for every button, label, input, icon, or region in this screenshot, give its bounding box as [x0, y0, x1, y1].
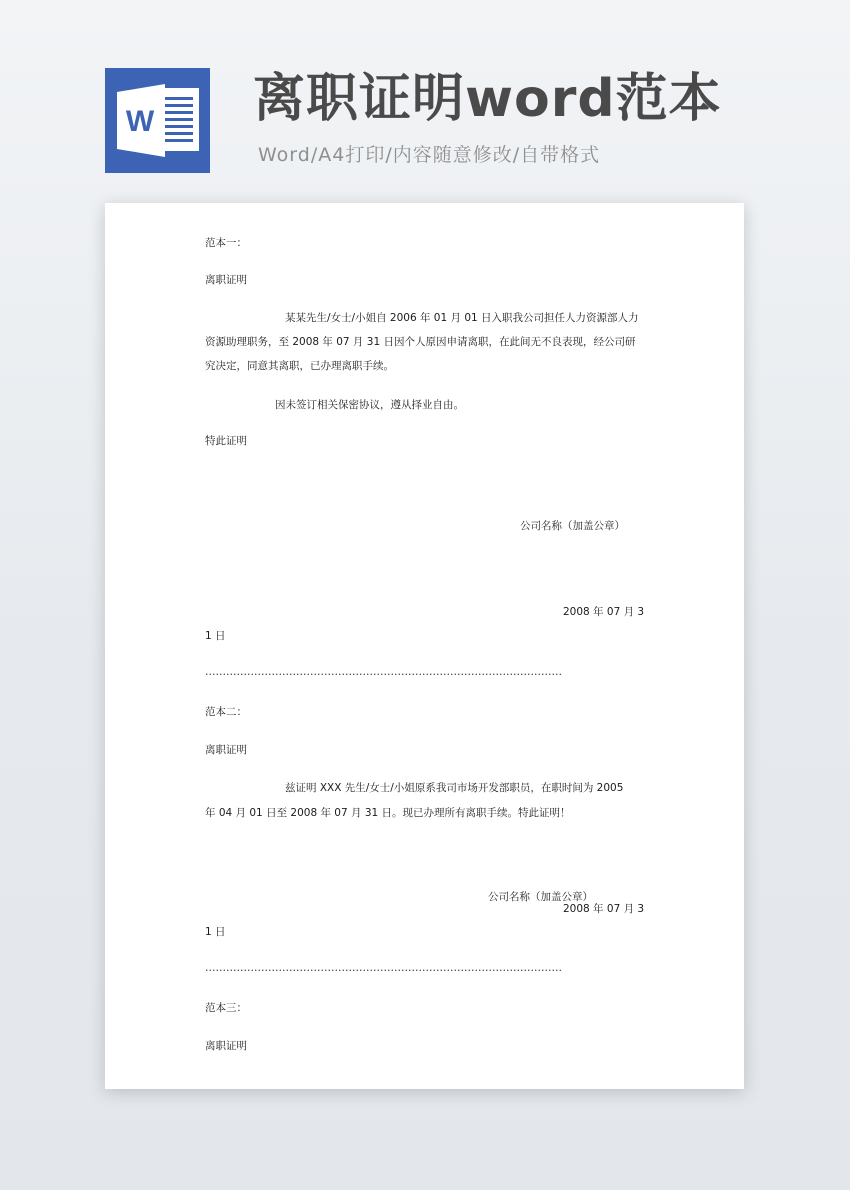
sample2-body-line1: 兹证明 XXX 先生/女士/小姐原系我司市场开发部职员，在职时间为 2005	[285, 782, 624, 794]
word-logo-icon	[105, 68, 210, 173]
sample2-label: 范本二：	[205, 706, 247, 718]
word-logo-letter: W	[125, 105, 155, 138]
sample1-date-line2: 1 日	[205, 630, 226, 642]
document-page	[105, 203, 744, 1089]
sample2-body-line2: 年 04 月 01 日至 2008 年 07 月 31 日。现已办理所有离职手续。特此证明！	[205, 807, 571, 819]
sample3-title: 离职证明	[205, 1040, 247, 1052]
sample1-closing: 特此证明	[205, 435, 247, 447]
sample1-title: 离职证明	[205, 274, 247, 286]
word-document-icon	[105, 68, 210, 173]
sample2-date-line1: 2008 年 07 月 3	[563, 903, 645, 915]
sample2-separator: …………………………………………………………………………………………	[205, 962, 562, 974]
sample1-date-line1: 2008 年 07 月 3	[563, 606, 645, 618]
sample1-separator: …………………………………………………………………………………………	[205, 666, 562, 678]
sample3-label: 范本三：	[205, 1002, 247, 1014]
sample1-body-line2: 资源助理职务，至 2008 年 07 月 31 日因个人原因申请离职，在此间无不良表现，经公司研	[205, 336, 636, 348]
page-subtitle: Word/A4打印/内容随意修改/自带格式	[258, 144, 601, 166]
page-title: 离职证明word范本	[253, 69, 722, 129]
sample1-body-line3: 究决定，同意其离职，已办理离职手续。	[205, 360, 394, 372]
sample1-label: 范本一：	[205, 237, 247, 249]
sample2-date-line2: 1 日	[205, 926, 226, 938]
sample1-body-line1: 某某先生/女士/小姐自 2006 年 01 月 01 日入职我公司担任人力资源部人力	[285, 312, 639, 324]
sample1-body-line4: 因未签订相关保密协议，遵从择业自由。	[275, 399, 464, 411]
sample1-company: 公司名称（加盖公章）	[520, 520, 625, 532]
sample2-company: 公司名称（加盖公章）	[488, 891, 593, 903]
sample2-title: 离职证明	[205, 744, 247, 756]
